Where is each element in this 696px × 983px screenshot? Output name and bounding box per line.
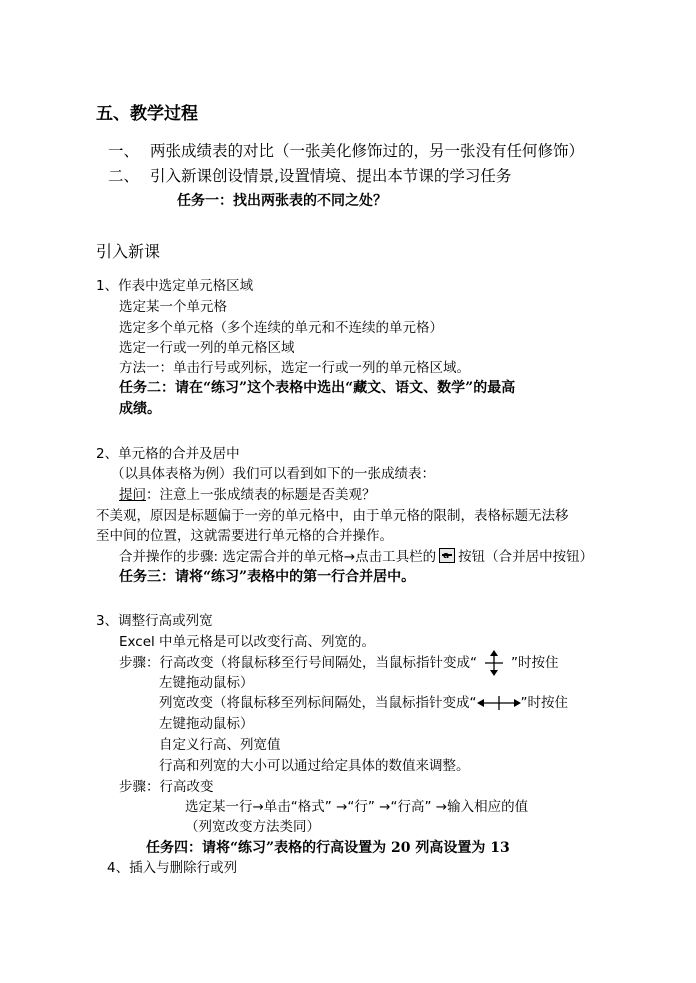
row-height-step: 步骤：行高改变（将鼠标移至行号间隔处，当鼠标指针变成“ bbox=[119, 655, 477, 671]
subsection-title: 3、调整行高或列宽 bbox=[96, 613, 213, 629]
subsection-title: 1、作表中选定单元格区域 bbox=[96, 278, 254, 294]
col-width-step: 列宽改变（将鼠标移至列标间隔处，当鼠标指针变成“ bbox=[159, 695, 477, 711]
list-item-number: 二、 bbox=[108, 167, 140, 185]
merge-step-text-end: 按钮（合并居中按钮） bbox=[458, 549, 594, 565]
text-line: 选定某一个单元格 bbox=[119, 299, 227, 315]
task-one: 任务一：找出两张表的不同之处？ bbox=[177, 193, 387, 209]
list-item-text: 引入新课创设情景,设置情境、提出本节课的学习任务 bbox=[150, 167, 512, 185]
task-three: 任务三：请将“练习”表格中的第一行合并居中。 bbox=[119, 569, 416, 585]
text-line: 方法一：单击行号或列标，选定一行或一列的单元格区域。 bbox=[119, 360, 470, 376]
text-line bbox=[119, 485, 376, 505]
text-line: 至中间的位置，这就需要进行单元格的合并操作。 bbox=[96, 528, 393, 544]
subsection-title: 2、单元格的合并及居中 bbox=[96, 446, 240, 462]
text-line: （以具体表格为例）我们可以看到如下的一张成绩表： bbox=[111, 466, 435, 482]
list-item-number: 一、 bbox=[108, 142, 140, 160]
question-label: 提问 bbox=[119, 487, 146, 503]
text-line: 左键拖动鼠标） bbox=[159, 716, 254, 732]
text-line: 左键拖动鼠标） bbox=[159, 675, 254, 691]
merge-center-icon bbox=[439, 548, 455, 563]
question-text: ：注意上一张成绩表的标题是否美观？ bbox=[146, 487, 376, 503]
text-line: 选定多个单元格（多个连续的单元和不连续的单元格） bbox=[119, 320, 443, 336]
text-line: 不美观，原因是标题偏于一旁的单元格中，由于单元格的限制，表格标题无法移 bbox=[96, 508, 569, 524]
section-heading: 五、教学过程 bbox=[96, 104, 198, 124]
text-line: 步骤：行高改变 bbox=[119, 779, 214, 795]
subsection-title: 4、插入与删除行或列 bbox=[107, 860, 238, 876]
task-two-cont: 成绩。 bbox=[119, 401, 161, 417]
section-title: 引入新课 bbox=[96, 242, 161, 261]
row-height-step-end: ”时按住 bbox=[511, 655, 559, 671]
text-line: 选定某一行→单击“格式” →“行” →“行高” →输入相应的值 bbox=[185, 799, 529, 815]
text-line: （列宽改变方法类同） bbox=[185, 819, 320, 835]
task-four: 任务四：请将“练习”表格的行高设置为 20 列高设置为 13 bbox=[146, 840, 510, 856]
text-line: 行高和列宽的大小可以通过给定具体的数值来调整。 bbox=[159, 758, 470, 774]
column-resize-cursor-icon bbox=[477, 690, 521, 716]
text-line: 自定义行高、列宽值 bbox=[159, 737, 281, 753]
merge-step-text: 合并操作的步骤: 选定需合并的单元格→点击工具栏的 bbox=[119, 549, 437, 565]
text-line: Excel 中单元格是可以改变行高、列宽的。 bbox=[119, 634, 376, 650]
text-line bbox=[159, 690, 568, 716]
text-line: 选定一行或一列的单元格区域 bbox=[119, 340, 295, 356]
row-resize-cursor-icon bbox=[477, 650, 511, 676]
list-item-text: 两张成绩表的对比（一张美化修饰过的，另一张没有任何修饰） bbox=[150, 142, 585, 160]
task-two: 任务二：请在“练习”这个表格中选出“藏文、语文、数学”的最高 bbox=[119, 380, 516, 396]
col-width-step-end: ”时按住 bbox=[520, 695, 568, 711]
text-line bbox=[119, 547, 593, 567]
